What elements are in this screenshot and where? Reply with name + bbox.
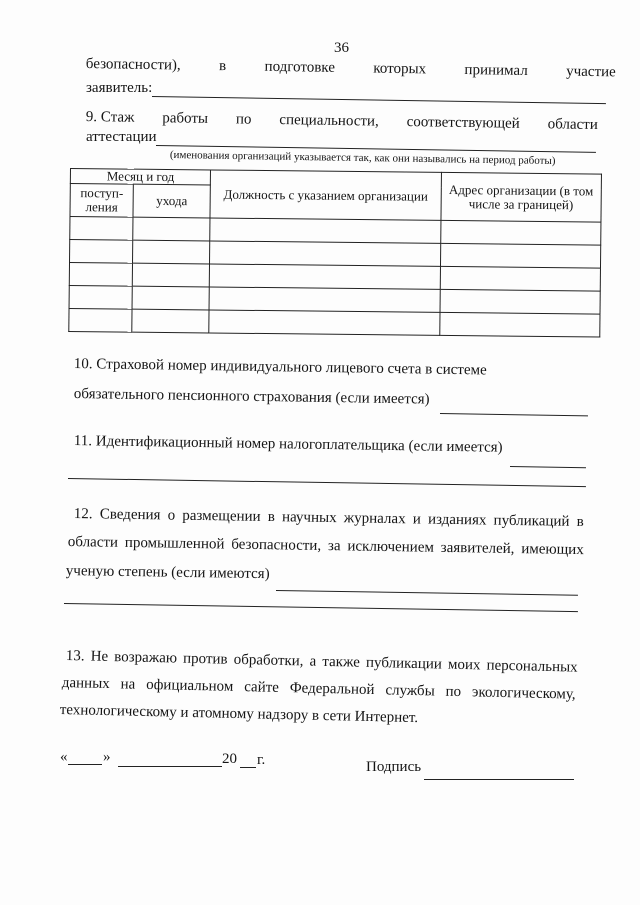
publications-field-line-a[interactable] xyxy=(276,590,578,596)
table-cell[interactable] xyxy=(440,220,601,245)
table-cell[interactable] xyxy=(210,241,441,266)
table-cell[interactable] xyxy=(440,289,601,314)
date-year-field-line[interactable] xyxy=(240,767,256,768)
word: подготовке xyxy=(264,58,336,76)
word: Сведения xyxy=(99,506,161,524)
word: соответствующей xyxy=(406,114,520,132)
applicant-label: заявитель: xyxy=(86,80,153,96)
word: обработки, xyxy=(233,651,304,670)
page-number: 36 xyxy=(334,40,349,56)
table-cell[interactable] xyxy=(133,217,210,241)
word: о xyxy=(167,507,176,524)
word: безопасности, xyxy=(231,536,322,554)
word: которых xyxy=(373,60,427,78)
word: заявителей, xyxy=(440,539,515,558)
table-cell[interactable] xyxy=(440,266,601,291)
table-cell[interactable] xyxy=(69,263,132,287)
word: официальном xyxy=(145,676,234,695)
word: а xyxy=(309,653,317,670)
date-month-field-line[interactable] xyxy=(118,766,222,767)
section-9-heading xyxy=(86,109,598,134)
table-cell[interactable] xyxy=(69,285,132,309)
section-13-line3: технологическому и атомному надзору в сети Интернет. xyxy=(59,702,419,727)
tax-id-field-line-b[interactable] xyxy=(68,478,586,487)
date-close-quote: » xyxy=(103,749,111,765)
table-cell[interactable] xyxy=(209,287,440,312)
section-10-line2: обязательного пенсионного страхования (если имеется) xyxy=(73,386,430,408)
word: службы xyxy=(385,682,435,700)
word: безопасности), xyxy=(85,56,181,74)
applicant-field-line[interactable] xyxy=(152,96,606,104)
year-suffix: г. xyxy=(257,752,266,768)
address-header: Адрес организации (в том числе за границей) xyxy=(441,172,602,222)
year-prefix: 20 xyxy=(222,751,237,767)
word: Не xyxy=(90,648,109,665)
table-cell[interactable] xyxy=(209,310,440,335)
word: промышленной xyxy=(124,534,225,553)
word: экологическому, xyxy=(471,684,576,703)
tax-id-field-line-a[interactable] xyxy=(510,466,586,468)
table-cell[interactable] xyxy=(132,309,209,333)
exit-date-header: ухода xyxy=(133,184,210,218)
word: возражаю xyxy=(114,649,178,667)
word: участие xyxy=(566,63,616,81)
table-cell[interactable] xyxy=(132,263,209,287)
word: сайте xyxy=(243,679,280,696)
word: в xyxy=(576,513,584,531)
word: имеющих xyxy=(521,541,584,559)
word: 9. Стаж xyxy=(85,109,135,126)
word: журналах xyxy=(343,510,406,528)
work-history-table xyxy=(68,168,602,338)
word: в xyxy=(267,509,276,526)
word: против xyxy=(182,650,228,668)
word: 13. xyxy=(65,648,85,665)
table-row xyxy=(69,308,600,337)
section-13-line1 xyxy=(66,648,578,677)
table-cell[interactable] xyxy=(70,240,133,264)
entry-date-header: поступ-ления xyxy=(70,184,133,218)
table-cell[interactable] xyxy=(210,218,441,243)
word: также xyxy=(322,653,361,671)
section-12-line1 xyxy=(74,506,584,531)
word: персональных xyxy=(486,657,578,676)
continuation-line xyxy=(86,56,616,81)
signature-label: Подпись xyxy=(366,759,422,775)
section-11-line1: 11. Идентификационный номер налогоплательщика (если имеется) xyxy=(73,433,503,456)
word: области xyxy=(547,116,598,134)
section-12-line3: ученую степень (если имеются) xyxy=(65,563,270,583)
word: по xyxy=(235,111,252,128)
publications-field-line-b[interactable] xyxy=(64,603,578,612)
table-cell[interactable] xyxy=(133,240,210,264)
word: специальности, xyxy=(279,112,379,130)
word: научных xyxy=(281,509,337,527)
pension-number-field-line[interactable] xyxy=(440,413,588,416)
signature-field-line[interactable] xyxy=(424,779,574,780)
table-cell[interactable] xyxy=(69,308,132,332)
word: Федеральной xyxy=(289,680,375,699)
month-year-header: Месяц и год xyxy=(70,169,210,185)
word: данных xyxy=(61,675,110,693)
section-13-line2 xyxy=(62,675,576,704)
word: за xyxy=(327,538,341,555)
word: изданиях xyxy=(427,511,487,529)
date-day-field-line[interactable] xyxy=(68,764,102,765)
word: в xyxy=(218,58,227,75)
table-cell[interactable] xyxy=(132,286,209,310)
organization-naming-hint: (именования организаций указывается так, как они назывались на период работы) xyxy=(169,149,556,168)
table-cell[interactable] xyxy=(440,243,601,268)
word: моих xyxy=(447,656,481,674)
word: публикации xyxy=(365,654,443,673)
word: на xyxy=(120,676,136,693)
attestation-label: аттестации xyxy=(86,129,157,145)
section-12-line2 xyxy=(68,534,584,559)
word: 12. xyxy=(73,506,93,523)
position-header: Должность с указанием организации xyxy=(210,170,441,220)
word: работы xyxy=(162,110,209,127)
table-cell[interactable] xyxy=(70,217,133,241)
section-10-line1: 10. Страховой номер индивидуального лицевого счета в системе xyxy=(73,356,487,379)
date-open-quote: « xyxy=(60,749,68,765)
word: принимал xyxy=(464,61,528,79)
word: по xyxy=(445,683,462,701)
word: и xyxy=(412,511,421,528)
word: области xyxy=(67,534,119,551)
word: размещении xyxy=(182,507,261,525)
table-cell[interactable] xyxy=(210,264,441,289)
table-cell[interactable] xyxy=(439,312,600,337)
word: публикаций xyxy=(493,512,570,530)
word: исключением xyxy=(347,538,435,556)
